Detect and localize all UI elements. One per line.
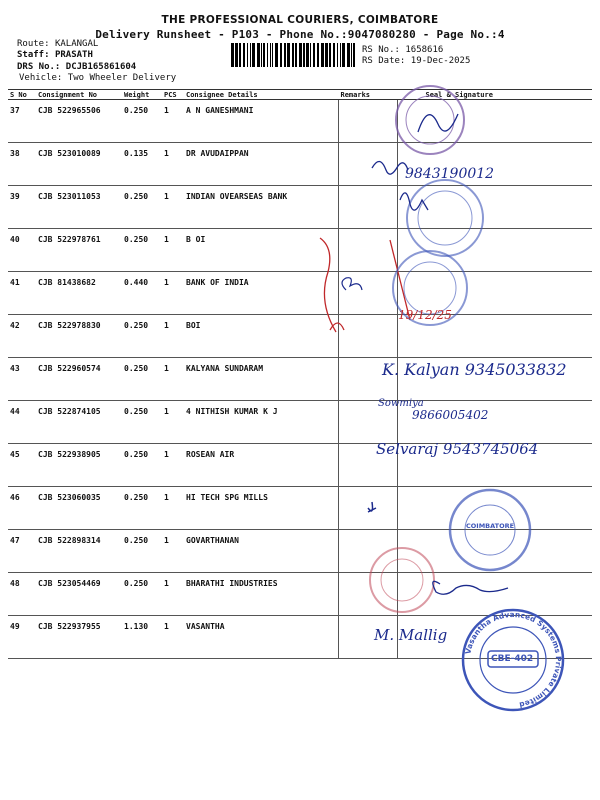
row-weight: 0.250 bbox=[122, 358, 162, 401]
row-remarks bbox=[339, 229, 398, 272]
row-weight: 0.250 bbox=[122, 530, 162, 573]
table-row bbox=[8, 272, 592, 315]
handwriting-49: M. Mallig bbox=[374, 626, 448, 644]
row-pcs: 1 bbox=[162, 315, 184, 358]
row-consignee: BOI bbox=[184, 315, 339, 358]
barcode-bar bbox=[284, 43, 286, 67]
stamp-coimbatore-text: COIMBATORE bbox=[466, 522, 515, 530]
row-weight: 0.250 bbox=[122, 401, 162, 444]
row-consignee: BANK OF INDIA bbox=[184, 272, 339, 315]
barcode-bar bbox=[317, 43, 319, 67]
table-header-row bbox=[8, 90, 592, 100]
barcode-bar bbox=[351, 43, 352, 67]
barcode-bar bbox=[310, 43, 311, 67]
row-weight: 0.250 bbox=[122, 487, 162, 530]
row-consignee: 4 NITHISH KUMAR K J bbox=[184, 401, 339, 444]
barcode-bar bbox=[303, 43, 305, 67]
table-row bbox=[8, 143, 592, 186]
handwriting-45: Selvaraj 9543745064 bbox=[376, 440, 539, 458]
row-pcs: 1 bbox=[162, 272, 184, 315]
row-consignment-no: CJB 523010089 bbox=[36, 143, 122, 186]
row-pcs: 1 bbox=[162, 487, 184, 530]
row-weight: 0.440 bbox=[122, 272, 162, 315]
barcode-bar bbox=[257, 43, 260, 67]
route-label: Route: bbox=[17, 39, 50, 49]
col-signature: Seal & Signature bbox=[398, 90, 593, 100]
row-consignee: ROSEAN AIR bbox=[184, 444, 339, 487]
row-consignment-no: CJB 523011053 bbox=[36, 186, 122, 229]
table-row bbox=[8, 229, 592, 272]
table-row bbox=[8, 315, 592, 358]
handwriting-38-phone: 9843190012 bbox=[405, 166, 495, 182]
row-remarks bbox=[339, 186, 398, 229]
row-sno: 44 bbox=[8, 401, 36, 444]
row-consignment-no: CJB 523060035 bbox=[36, 487, 122, 530]
row-weight: 0.135 bbox=[122, 143, 162, 186]
barcode-bar bbox=[337, 43, 338, 67]
row-pcs: 1 bbox=[162, 100, 184, 143]
rs-date-label: RS Date: bbox=[362, 56, 406, 66]
company-title: THE PROFESSIONAL COURIERS, COIMBATORE bbox=[161, 14, 439, 26]
row-remarks bbox=[339, 100, 398, 143]
rs-no-line bbox=[362, 45, 443, 55]
row-consignment-no: CJB 523054469 bbox=[36, 573, 122, 616]
row-consignee: INDIAN OVEARSEAS BANK bbox=[184, 186, 339, 229]
row-pcs: 1 bbox=[162, 616, 184, 659]
row-consignment-no: CJB 522978830 bbox=[36, 315, 122, 358]
barcode-bar bbox=[295, 43, 297, 67]
route-line bbox=[17, 39, 98, 49]
handwriting-44-phone: 9866005402 bbox=[412, 408, 489, 422]
row-sno: 46 bbox=[8, 487, 36, 530]
barcode-bar bbox=[329, 43, 331, 67]
vasantha-ring-text: Vasantha Advanced Systems Private Limited bbox=[463, 609, 564, 710]
table-row bbox=[8, 186, 592, 229]
row-sno: 45 bbox=[8, 444, 36, 487]
row-pcs: 1 bbox=[162, 229, 184, 272]
row-pcs: 1 bbox=[162, 143, 184, 186]
table-row bbox=[8, 530, 592, 573]
barcode-bar bbox=[231, 43, 234, 67]
row-sno: 48 bbox=[8, 573, 36, 616]
barcode-bar bbox=[247, 43, 248, 67]
barcode-bar bbox=[267, 43, 268, 67]
barcode-bar bbox=[333, 43, 335, 67]
barcode-bar bbox=[270, 43, 271, 67]
table-row bbox=[8, 401, 592, 444]
rs-no-value: 1658616 bbox=[405, 45, 444, 55]
row-remarks bbox=[339, 143, 398, 186]
staff-label: Staff: bbox=[17, 50, 50, 60]
row-sno: 39 bbox=[8, 186, 36, 229]
handwriting-44-name: Sowmiya bbox=[378, 398, 424, 409]
row-pcs: 1 bbox=[162, 530, 184, 573]
route-value: KALANGAL bbox=[54, 39, 99, 49]
row-weight: 0.250 bbox=[122, 100, 162, 143]
row-signature-cell bbox=[398, 186, 593, 229]
barcode-bar bbox=[287, 43, 290, 67]
stamp-cbe402-text: CBE-402 bbox=[491, 654, 534, 664]
col-consignment: Consignment No bbox=[36, 90, 122, 100]
handwriting-42-date: 19/12/25 bbox=[398, 308, 452, 322]
row-consignment-no: CJB 522898314 bbox=[36, 530, 122, 573]
barcode-bar bbox=[261, 43, 262, 67]
row-consignee: GOVARTHANAN bbox=[184, 530, 339, 573]
row-consignment-no: CJB 522938905 bbox=[36, 444, 122, 487]
rs-no-label: RS No.: bbox=[362, 45, 400, 55]
row-remarks bbox=[339, 315, 398, 358]
row-pcs: 1 bbox=[162, 444, 184, 487]
rs-date-value: 19-Dec-2025 bbox=[410, 56, 471, 66]
col-consignee: Consignee Details bbox=[184, 90, 339, 100]
row-consignment-no: CJB 522960574 bbox=[36, 358, 122, 401]
col-remarks: Remarks bbox=[339, 90, 398, 100]
row-weight: 0.250 bbox=[122, 315, 162, 358]
vehicle-line bbox=[19, 73, 176, 83]
barcode-bar bbox=[280, 43, 282, 67]
barcode-bar bbox=[272, 43, 273, 67]
barcode-bar bbox=[347, 43, 350, 67]
barcode-bar bbox=[292, 43, 294, 67]
barcode-bar bbox=[299, 43, 302, 67]
vehicle-value: Two Wheeler Delivery bbox=[67, 73, 177, 83]
row-signature-cell bbox=[398, 229, 593, 272]
row-weight: 0.250 bbox=[122, 444, 162, 487]
barcode-bar bbox=[313, 43, 315, 67]
vehicle-label: Vehicle: bbox=[19, 73, 63, 83]
row-weight: 1.130 bbox=[122, 616, 162, 659]
row-remarks bbox=[339, 487, 398, 530]
barcode-bar bbox=[263, 43, 265, 67]
row-pcs: 1 bbox=[162, 358, 184, 401]
barcode-bar bbox=[252, 43, 255, 67]
barcode-bar bbox=[306, 43, 309, 67]
handwriting-43: K. Kalyan 9345033832 bbox=[382, 360, 567, 379]
barcode-bar bbox=[321, 43, 324, 67]
row-sno: 49 bbox=[8, 616, 36, 659]
row-signature-cell bbox=[398, 530, 593, 573]
runsheet-title: Delivery Runsheet - P103 - Phone No.:9047080280 - Page No.:4 bbox=[95, 28, 505, 41]
barcode-bar bbox=[275, 43, 278, 67]
row-consignee: DR AVUDAIPPAN bbox=[184, 143, 339, 186]
row-consignment-no: CJB 522874105 bbox=[36, 401, 122, 444]
barcode-bar bbox=[239, 43, 241, 67]
rs-date-line bbox=[362, 56, 470, 66]
barcode-bar bbox=[340, 43, 341, 67]
row-consignment-no: CJB 522978761 bbox=[36, 229, 122, 272]
row-pcs: 1 bbox=[162, 186, 184, 229]
row-consignee: B OI bbox=[184, 229, 339, 272]
barcode-bar bbox=[235, 43, 238, 67]
row-remarks bbox=[339, 573, 398, 616]
staff-line bbox=[17, 50, 93, 60]
drs-line bbox=[17, 62, 136, 72]
row-weight: 0.250 bbox=[122, 573, 162, 616]
col-pcs: PCS bbox=[162, 90, 184, 100]
barcode-bar bbox=[243, 43, 245, 67]
row-sno: 38 bbox=[8, 143, 36, 186]
row-sno: 40 bbox=[8, 229, 36, 272]
barcode-bar bbox=[325, 43, 328, 67]
drs-value: DCJB165861604 bbox=[65, 62, 137, 72]
drs-label: DRS No.: bbox=[17, 62, 61, 72]
row-sno: 47 bbox=[8, 530, 36, 573]
row-consignee: BHARATHI INDUSTRIES bbox=[184, 573, 339, 616]
row-weight: 0.250 bbox=[122, 229, 162, 272]
table-row bbox=[8, 100, 592, 143]
barcode-image bbox=[231, 43, 357, 67]
row-consignee: A N GANESHMANI bbox=[184, 100, 339, 143]
col-weight: Weight bbox=[122, 90, 162, 100]
row-sno: 41 bbox=[8, 272, 36, 315]
row-sno: 37 bbox=[8, 100, 36, 143]
row-consignee: HI TECH SPG MILLS bbox=[184, 487, 339, 530]
row-consignment-no: CJB 522965506 bbox=[36, 100, 122, 143]
row-signature-cell bbox=[398, 573, 593, 616]
row-consignee: VASANTHA bbox=[184, 616, 339, 659]
col-sno: S No bbox=[8, 90, 36, 100]
row-pcs: 1 bbox=[162, 401, 184, 444]
row-sno: 43 bbox=[8, 358, 36, 401]
staff-value: PRASATH bbox=[54, 50, 93, 60]
row-pcs: 1 bbox=[162, 573, 184, 616]
row-weight: 0.250 bbox=[122, 186, 162, 229]
row-sno: 42 bbox=[8, 315, 36, 358]
row-consignee: KALYANA SUNDARAM bbox=[184, 358, 339, 401]
barcode-bar bbox=[353, 43, 355, 67]
table-row bbox=[8, 573, 592, 616]
barcode-bar bbox=[250, 43, 251, 67]
row-remarks bbox=[339, 272, 398, 315]
row-remarks bbox=[339, 530, 398, 573]
barcode-bar bbox=[342, 43, 345, 67]
row-consignment-no: CJB 522937955 bbox=[36, 616, 122, 659]
row-signature-cell bbox=[398, 401, 593, 444]
table-row bbox=[8, 616, 592, 659]
row-consignment-no: CJB 81438682 bbox=[36, 272, 122, 315]
row-signature-cell bbox=[398, 100, 593, 143]
